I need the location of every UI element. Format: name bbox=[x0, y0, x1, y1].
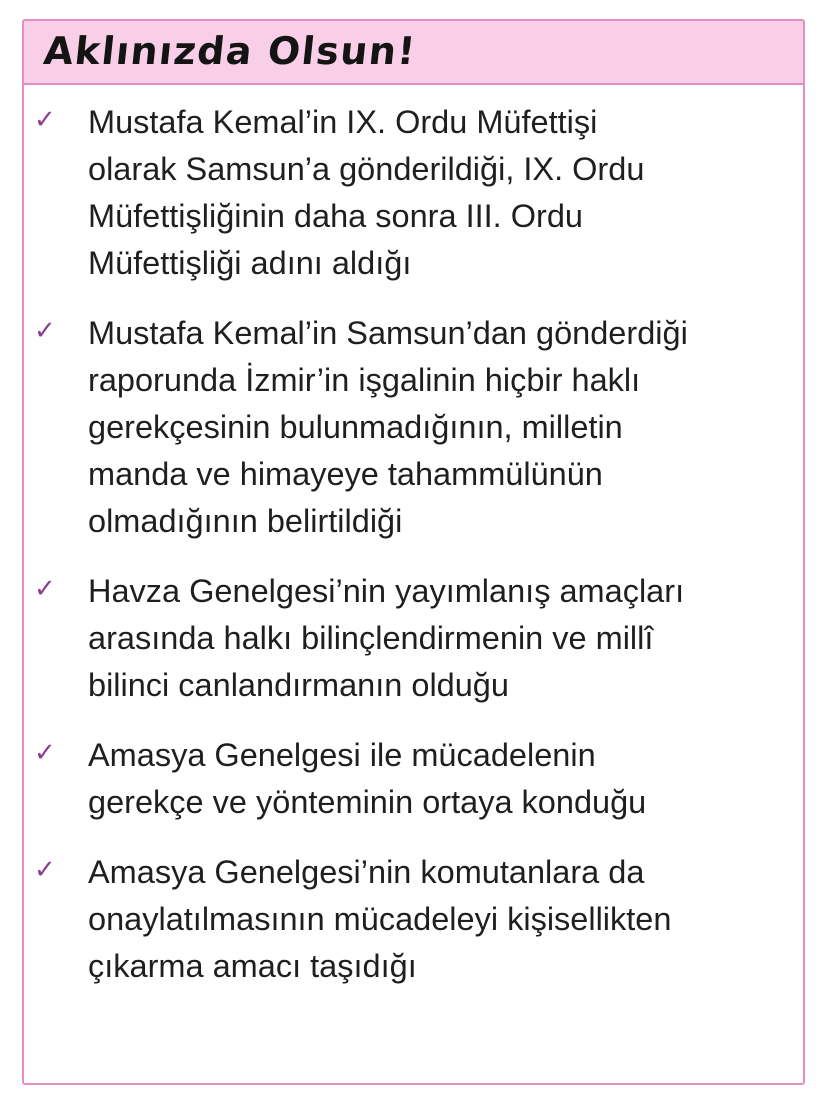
list-item-text: Mustafa Kemal’in Samsun’dan gönderdiği raporunda İzmir’in işgalinin hiçbir haklı gerekçesinin bulunmadığının, milletin manda ve himayeye tahammülünün olmadığının belirtildiği bbox=[88, 315, 688, 539]
list-item-text: Amasya Genelgesi’nin komutanlara da onaylatılmasının mücadeleyi kişisellikten çıkarma amacı taşıdığı bbox=[88, 854, 672, 984]
reminder-list bbox=[24, 99, 803, 1013]
info-box-title: Aklınızda Olsun! bbox=[41, 29, 419, 73]
list-item bbox=[24, 568, 803, 709]
checkmark-icon: ✓ bbox=[34, 316, 56, 346]
list-item bbox=[24, 99, 803, 287]
list-item-text: Havza Genelgesi’nin yayımlanış amaçları arasında halkı bilinçlendirmenin ve millî bilinci canlandırmanın olduğu bbox=[88, 573, 685, 703]
list-item-text: Amasya Genelgesi ile mücadelenin gerekçe ve yönteminin ortaya konduğu bbox=[88, 737, 647, 820]
checkmark-icon: ✓ bbox=[34, 855, 56, 885]
list-item bbox=[24, 849, 803, 990]
list-item bbox=[24, 310, 803, 545]
info-box bbox=[22, 19, 805, 1085]
info-box-header bbox=[24, 21, 803, 85]
checkmark-icon: ✓ bbox=[34, 738, 56, 768]
checkmark-icon: ✓ bbox=[34, 105, 56, 135]
list-item-text: Mustafa Kemal’in IX. Ordu Müfettişi olarak Samsun’a gönderildiği, IX. Ordu Müfettişliğinin daha sonra III. Ordu Müfettişliği adını aldığı bbox=[88, 104, 645, 281]
list-item bbox=[24, 732, 803, 826]
checkmark-icon: ✓ bbox=[34, 574, 56, 604]
